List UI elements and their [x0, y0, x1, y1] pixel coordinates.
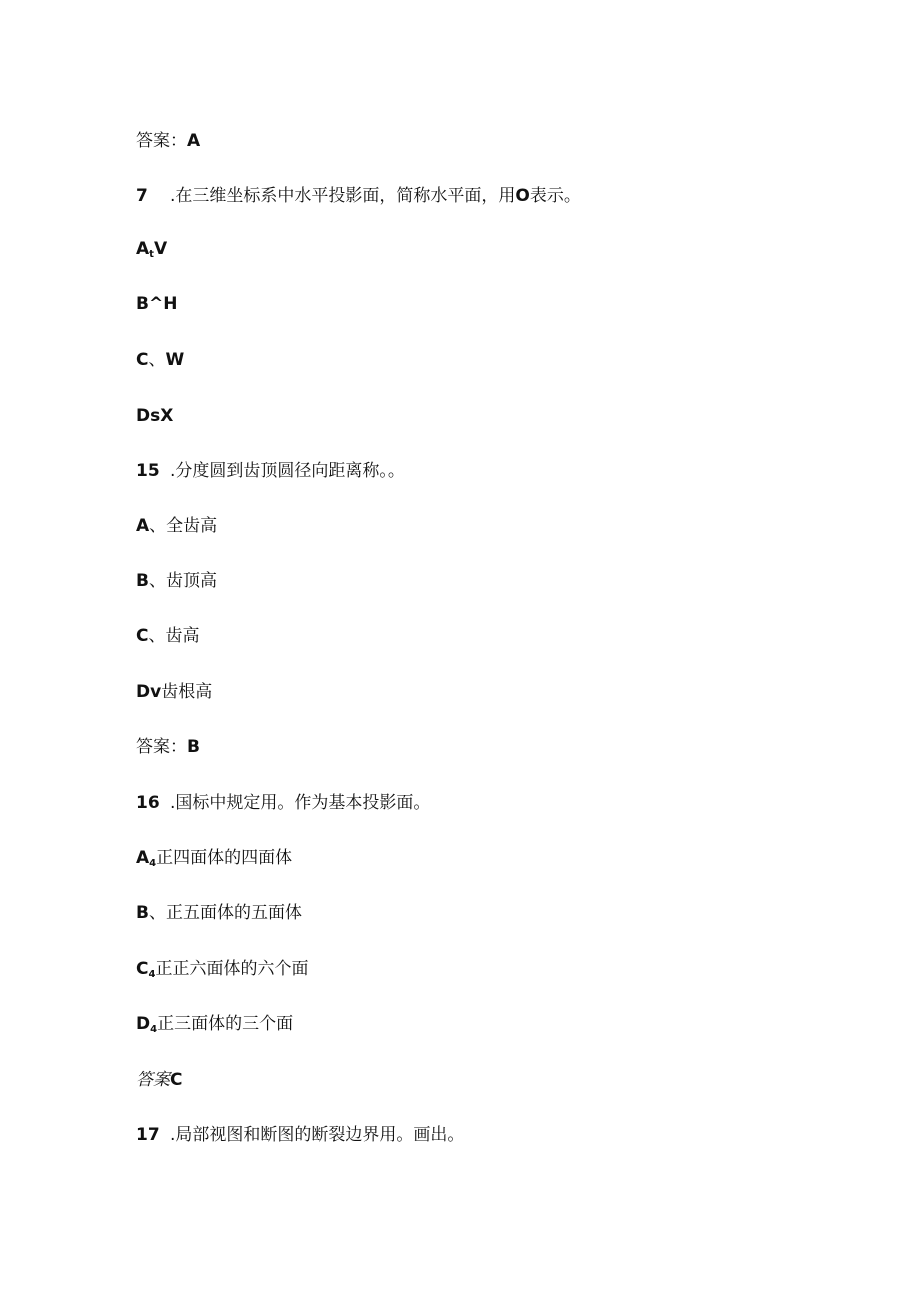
answer-label: 答案： [136, 131, 187, 151]
option-letter: A [136, 239, 150, 259]
question-text-end: 表示。 [529, 186, 581, 206]
option-c [136, 625, 199, 647]
option-text: 齿顶高 [165, 571, 217, 591]
option-letter: A [136, 516, 150, 536]
option-text: 齿高 [165, 626, 200, 646]
option-mark: ^ [148, 294, 164, 314]
option-text: 正正六面体的六个面 [155, 959, 309, 979]
option-d [136, 1013, 293, 1041]
option-value: H [163, 294, 178, 314]
option-d [136, 405, 173, 427]
answer-value: A [187, 131, 201, 151]
option-text: DsX [136, 406, 174, 426]
option-letter: A [136, 848, 150, 868]
option-a [136, 515, 217, 537]
option-letter: D [136, 1014, 151, 1034]
option-separator: 、 [148, 903, 166, 923]
option-b [136, 570, 217, 592]
option-d [136, 681, 212, 703]
option-subscript: 4 [150, 1024, 158, 1035]
option-c [136, 958, 308, 986]
option-b [136, 902, 302, 924]
option-value: W [165, 350, 185, 370]
option-separator: 、 [148, 626, 166, 646]
option-text: 正四面体的四面体 [156, 848, 293, 868]
option-letter: C [136, 626, 149, 646]
question-17 [136, 1124, 464, 1146]
question-text: .国标中规定用。作为基本投影面。 [170, 793, 431, 813]
option-text: 正三面体的三个面 [157, 1014, 294, 1034]
option-letter: C [136, 959, 149, 979]
answer-value: B [187, 737, 200, 757]
option-text: 全齿高 [166, 516, 218, 536]
option-subscript: 4 [149, 858, 157, 869]
option-c [136, 349, 184, 371]
option-letter: Dv [136, 682, 162, 702]
question-number: 7 [136, 186, 148, 206]
question-number: 16 [136, 793, 160, 813]
question-number: 15 [136, 461, 160, 481]
question-text: .分度圆到齿顶圆径向距离称。。 [170, 461, 405, 481]
question-15 [136, 460, 405, 482]
question-7 [136, 185, 581, 207]
option-separator: 、 [148, 350, 166, 370]
option-letter: B [136, 903, 149, 923]
option-separator: 、 [149, 516, 167, 536]
option-subscript: 4 [148, 969, 156, 980]
option-value: V [153, 239, 168, 259]
answer-value: C [170, 1070, 183, 1090]
option-subscript: t [149, 249, 154, 260]
answer-line-1 [136, 130, 200, 152]
option-letter: B [136, 294, 149, 314]
answer-line-2 [136, 736, 200, 758]
answer-label: 答案 [136, 1070, 170, 1090]
answer-label: 答案： [136, 737, 187, 757]
option-b [136, 293, 177, 315]
question-number: 17 [136, 1125, 160, 1145]
option-text: 齿根高 [161, 682, 213, 702]
question-symbol: O [515, 186, 530, 206]
option-text: 正五面体的五面体 [165, 903, 302, 923]
option-a [136, 847, 292, 875]
option-letter: C [136, 350, 149, 370]
question-text: .在三维坐标系中水平投影面，简称水平面，用 [170, 186, 516, 206]
option-a [136, 238, 167, 266]
option-separator: 、 [148, 571, 166, 591]
question-text: .局部视图和断图的断裂边界用。画出。 [170, 1125, 465, 1145]
answer-line-3 [136, 1069, 182, 1091]
option-letter: B [136, 571, 149, 591]
question-16 [136, 792, 430, 814]
